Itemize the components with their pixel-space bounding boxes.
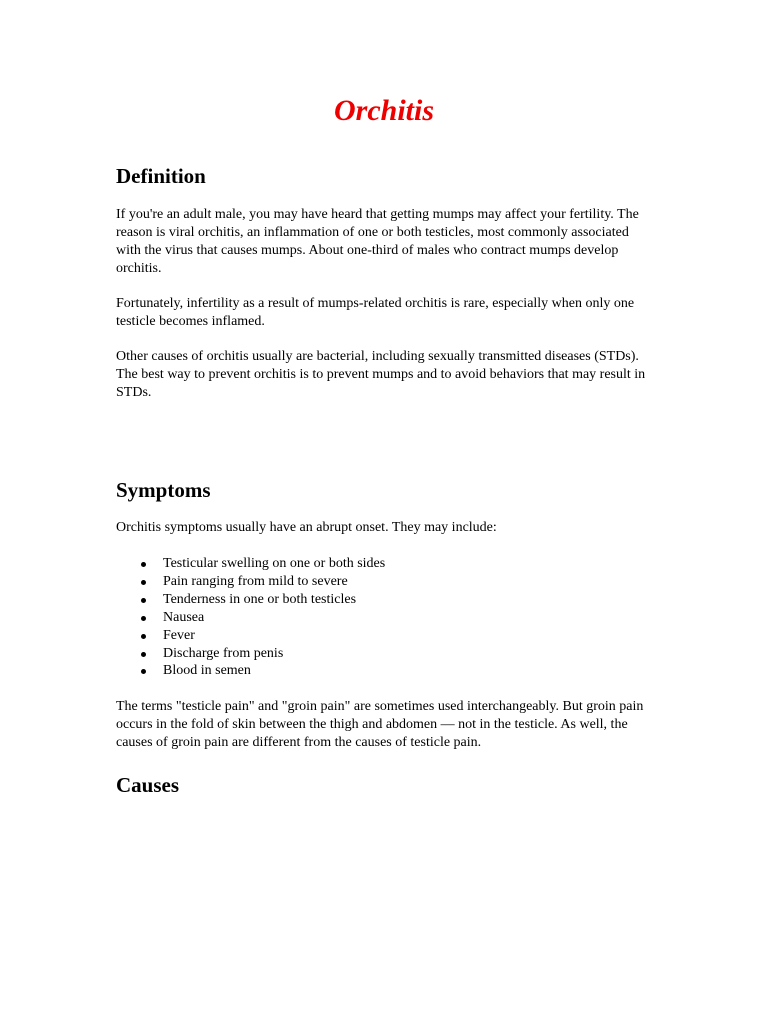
symptoms-list xyxy=(116,555,385,680)
list-item-text: Testicular swelling on one or both sides xyxy=(163,556,386,571)
list-item-text: Pain ranging from mild to severe xyxy=(163,573,348,589)
definition-paragraph-2: Fortunately, infertility as a result of mumps-related orchitis is rare, especially when only one testicle becomes inflamed. xyxy=(116,296,635,329)
list-item-text: Blood in semen xyxy=(163,663,251,679)
list-item xyxy=(116,609,385,627)
list-item-text: Nausea xyxy=(163,609,205,625)
list-item-text: Discharge from penis xyxy=(163,645,284,661)
bullet-icon xyxy=(141,562,146,567)
bullet-icon xyxy=(141,598,146,603)
bullet-icon xyxy=(141,616,146,621)
bullet-icon xyxy=(141,652,146,657)
list-item xyxy=(116,645,385,663)
list-item-text: Tenderness in one or both testicles xyxy=(163,591,357,607)
symptoms-intro: Orchitis symptoms usually have an abrupt onset. They may include: xyxy=(116,520,497,535)
definition-paragraph-3: Other causes of orchitis usually are bacterial, including sexually transmitted diseases (STDs). The best way to prevent orchitis is to prevent mumps and to avoid behaviors that may result in STDs. xyxy=(116,349,646,400)
list-item xyxy=(116,555,385,573)
list-item xyxy=(116,591,385,609)
list-item-text: Fever xyxy=(163,627,195,643)
section-heading-definition: Definition xyxy=(116,164,206,188)
section-heading-symptoms: Symptoms xyxy=(116,478,211,502)
list-item xyxy=(116,662,385,680)
bullet-icon xyxy=(141,634,146,639)
list-item xyxy=(116,627,385,645)
list-item xyxy=(116,573,385,591)
definition-paragraph-1: If you're an adult male, you may have heard that getting mumps may affect your fertility. The reason is viral orchitis, an inflammation of one or both testicles, most commonly associated with the virus that causes mumps. About one-third of males who contract mumps develop orchitis. xyxy=(116,207,639,276)
document-title: Orchitis xyxy=(333,94,435,127)
bullet-icon xyxy=(141,580,146,585)
section-heading-causes: Causes xyxy=(116,773,180,797)
symptoms-note: The terms "testicle pain" and "groin pain" are sometimes used interchangeably. But groin pain occurs in the fold of skin between the thigh and abdomen — not in the testicle. As well, the causes of groin pain are different from the causes of testicle pain. xyxy=(116,699,644,750)
bullet-icon xyxy=(141,669,146,674)
